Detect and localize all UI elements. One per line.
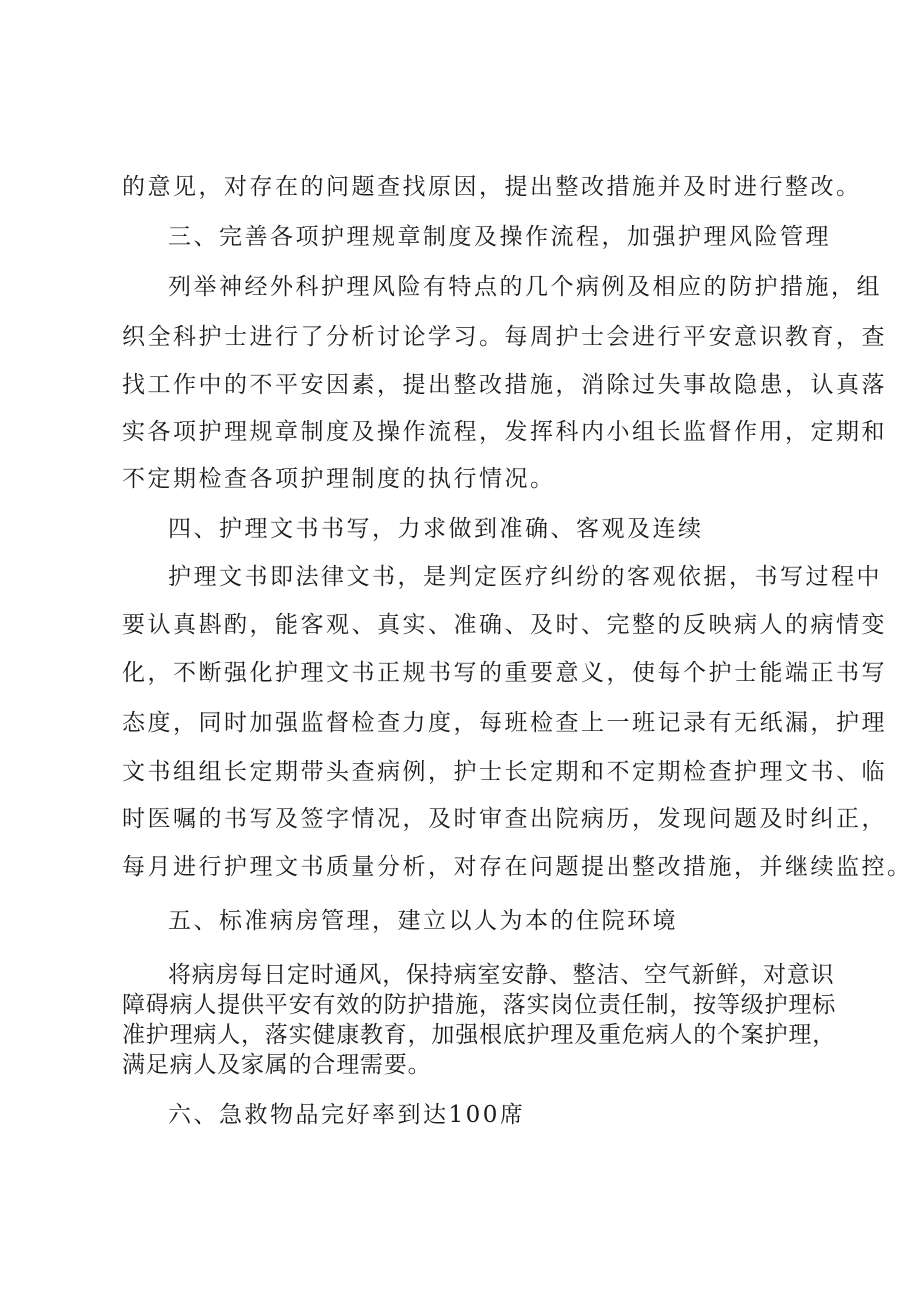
paragraph-line: 不定期检查各项护理制度的执行情况。: [122, 466, 556, 492]
paragraph-line: 实各项护理规章制度及操作流程，发挥科内小组长监督作用，定期和: [122, 419, 887, 445]
paragraph-line: 准护理病人，落实健康教育，加强根底护理及重危病人的个案护理，: [122, 1022, 836, 1048]
section-heading: 六、急救物品完好率到达100席: [168, 1102, 526, 1128]
paragraph-line: 文书组组长定期带头查病例，护士长定期和不定期检查护理文书、临: [122, 759, 887, 785]
paragraph-line: 找工作中的不平安因素，提出整改措施，消除过失事故隐患，认真落: [122, 372, 887, 398]
section-heading: 四、护理文书书写，力求做到准确、客观及连续: [168, 516, 704, 542]
paragraph-line: 要认真斟酌，能客观、真实、准确、及时、完整的反映病人的病情变: [122, 612, 887, 638]
paragraph-line: 障碍病人提供平安有效的防护措施，落实岗位责任制，按等级护理标: [122, 992, 836, 1018]
paragraph-line: 时医嘱的书写及签字情况，及时审查出院病历，发现问题及时纠正，: [122, 806, 887, 832]
paragraph-line: 每月进行护理文书质量分析，对存在问题提出整改措施，并继续监控。: [122, 854, 913, 880]
paragraph-line: 态度，同时加强监督检查力度，每班检查上一班记录有无纸漏，护理: [122, 710, 887, 736]
paragraph-line: 列举神经外科护理风险有特点的几个病例及相应的防护措施，组: [168, 274, 882, 300]
paragraph-line: 的意见，对存在的问题查找原因，提出整改措施并及时进行整改。: [122, 174, 862, 200]
section-heading: 三、完善各项护理规章制度及操作流程，加强护理风险管理: [168, 224, 831, 250]
paragraph-line: 化，不断强化护理文书正规书写的重要意义，使每个护士能端正书写: [122, 660, 887, 686]
section-heading: 五、标准病房管理，建立以人为本的住院环境: [168, 908, 678, 934]
paragraph-line: 织全科护士进行了分析讨论学习。每周护士会进行平安意识教育，查: [122, 324, 887, 350]
paragraph-line: 护理文书即法律文书，是判定医疗纠纷的客观依据，书写过程中: [168, 564, 882, 590]
paragraph-line: 将病房每日定时通风，保持病室安静、整洁、空气新鲜，对意识: [168, 962, 835, 988]
paragraph-line: 满足病人及家属的合理需要。: [122, 1052, 432, 1078]
